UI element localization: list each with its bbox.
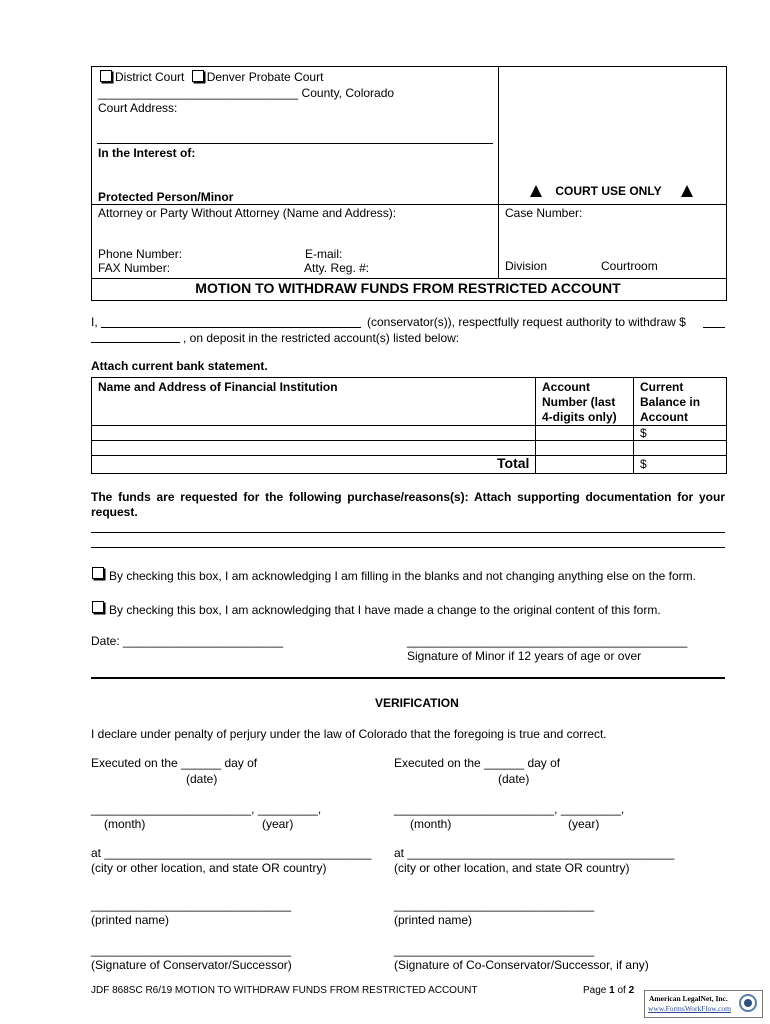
- logo-url: www.FormsWorkFlow.com: [648, 1004, 732, 1013]
- table-row-sep-3: [91, 455, 726, 456]
- ack-text-no-change: By checking this box, I am acknowledging I am filling in the blanks and not changing anything else on the form.: [109, 569, 697, 583]
- row1-balance[interactable]: $: [640, 426, 647, 440]
- right-month-year-line[interactable]: ________________________, _________,: [394, 802, 625, 816]
- denver-probate-checkbox[interactable]: [192, 70, 204, 82]
- footer-form-id: JDF 868SC R6/19 MOTION TO WITHDRAW FUNDS FROM RESTRICTED ACCOUNT: [91, 985, 478, 996]
- left-at-line[interactable]: at ________________________________________: [91, 846, 372, 860]
- caption-divider: [498, 66, 499, 278]
- denver-probate-label: Denver Probate Court: [206, 70, 324, 84]
- page-label: Page: [583, 985, 610, 996]
- caption-rule-title: [91, 278, 726, 279]
- court-address-label: Court Address:: [98, 101, 178, 115]
- left-sig-caption: (Signature of Conservator/Successor): [91, 958, 292, 972]
- footer-page: [583, 985, 634, 996]
- protected-person-label: Protected Person/Minor: [98, 190, 234, 204]
- table-row-sep-2: [91, 440, 726, 441]
- right-sig-caption: (Signature of Co-Conservator/Successor, if any): [394, 958, 649, 972]
- court-use-only: [530, 184, 693, 198]
- right-executed[interactable]: Executed on the ______ day of: [394, 756, 561, 770]
- form-title: MOTION TO WITHDRAW FUNDS FROM RESTRICTED ACCOUNT: [195, 280, 621, 296]
- reason-line-1[interactable]: [91, 532, 725, 533]
- left-location-caption: (city or other location, and state OR country): [91, 861, 327, 875]
- intro-line1: (conservator(s)), respectfully request authority to withdraw $: [367, 315, 686, 329]
- col-header-account-2: Number (last: [542, 395, 616, 409]
- right-sig-line[interactable]: ______________________________: [394, 943, 595, 957]
- funds-requested: The funds are requested for the following purchase/reasons(s): Attach supporting documentation for your request.: [91, 490, 725, 519]
- triangle-right-icon: [681, 185, 693, 197]
- left-printed-line[interactable]: ______________________________: [91, 898, 292, 912]
- intro-line2: , on deposit in the restricted account(s) listed below:: [183, 331, 460, 345]
- left-executed[interactable]: Executed on the ______ day of: [91, 756, 258, 770]
- page-of: of: [614, 985, 629, 996]
- date-field[interactable]: Date: ________________________: [91, 634, 284, 648]
- logo-company: American LegalNet, Inc.: [649, 994, 728, 1003]
- right-month-caption: (month): [410, 817, 452, 831]
- county-line[interactable]: ______________________________ County, Colorado: [98, 86, 395, 100]
- district-court-checkbox[interactable]: [100, 70, 112, 82]
- minor-signature-label: Signature of Minor if 12 years of age or over: [407, 649, 642, 663]
- withdraw-amount-field-a[interactable]: [703, 327, 725, 328]
- attorney-label: Attorney or Party Without Attorney (Name and Address):: [98, 206, 397, 220]
- col-header-account-3: 4-digits only): [542, 410, 617, 424]
- right-location-caption: (city or other location, and state OR country): [394, 861, 630, 875]
- col-header-institution: Name and Address of Financial Institution: [98, 380, 338, 394]
- verification-heading: VERIFICATION: [375, 696, 459, 710]
- verification-divider: [91, 677, 725, 679]
- left-month-year-line[interactable]: ________________________, _________,: [91, 802, 322, 816]
- withdraw-amount-field-b[interactable]: [91, 342, 180, 343]
- col-header-balance-2: Balance in: [640, 395, 701, 409]
- right-printed-caption: (printed name): [394, 913, 473, 927]
- intro-i: I,: [91, 315, 98, 329]
- court-selection: [100, 70, 323, 84]
- page-total: 2: [628, 985, 635, 996]
- court-use-only-label: COURT USE ONLY: [555, 184, 662, 198]
- conservator-name-field[interactable]: [101, 327, 361, 328]
- phone-label: Phone Number:: [98, 247, 183, 261]
- interest-underline: [97, 143, 493, 144]
- col-header-balance-3: Account: [640, 410, 688, 424]
- right-at-line[interactable]: at ________________________________________: [394, 846, 675, 860]
- district-court-label: District Court: [115, 70, 185, 84]
- right-date-caption: (date): [498, 772, 530, 786]
- email-label: E-mail:: [305, 247, 343, 261]
- verification-declare: I declare under penalty of perjury under the law of Colorado that the foregoing is true and correct.: [91, 727, 607, 741]
- ack-text-changed: By checking this box, I am acknowledging that I have made a change to the original content of this form.: [109, 603, 661, 617]
- left-year-caption: (year): [262, 817, 294, 831]
- logo-emblem-center-icon: [744, 999, 752, 1007]
- left-sig-line[interactable]: ______________________________: [91, 943, 292, 957]
- left-printed-caption: (printed name): [91, 913, 170, 927]
- attach-statement: Attach current bank statement.: [91, 359, 268, 373]
- reason-line-2[interactable]: [91, 547, 725, 548]
- division-label: Division: [505, 259, 548, 273]
- atty-reg-label: Atty. Reg. #:: [304, 261, 370, 275]
- caption-rule-attorney: [91, 204, 726, 205]
- col-header-account-1: Account: [542, 380, 590, 394]
- ack-checkbox-changed[interactable]: [92, 601, 104, 613]
- col-header-balance-1: Current: [640, 380, 684, 394]
- in-interest-label: In the Interest of:: [98, 146, 196, 160]
- right-year-caption: (year): [568, 817, 600, 831]
- minor-signature-line[interactable]: __________________________________________: [407, 634, 688, 648]
- page-number: 1: [609, 985, 615, 996]
- total-label: Total: [497, 455, 530, 471]
- left-date-caption: (date): [186, 772, 218, 786]
- case-number-label: Case Number:: [505, 206, 583, 220]
- triangle-left-icon: [530, 185, 542, 197]
- right-printed-line[interactable]: ______________________________: [394, 898, 595, 912]
- table-row-sep-1: [91, 425, 726, 426]
- fax-label: FAX Number:: [98, 261, 171, 275]
- total-balance[interactable]: $: [640, 457, 647, 471]
- courtroom-label: Courtroom: [601, 259, 658, 273]
- left-month-caption: (month): [104, 817, 146, 831]
